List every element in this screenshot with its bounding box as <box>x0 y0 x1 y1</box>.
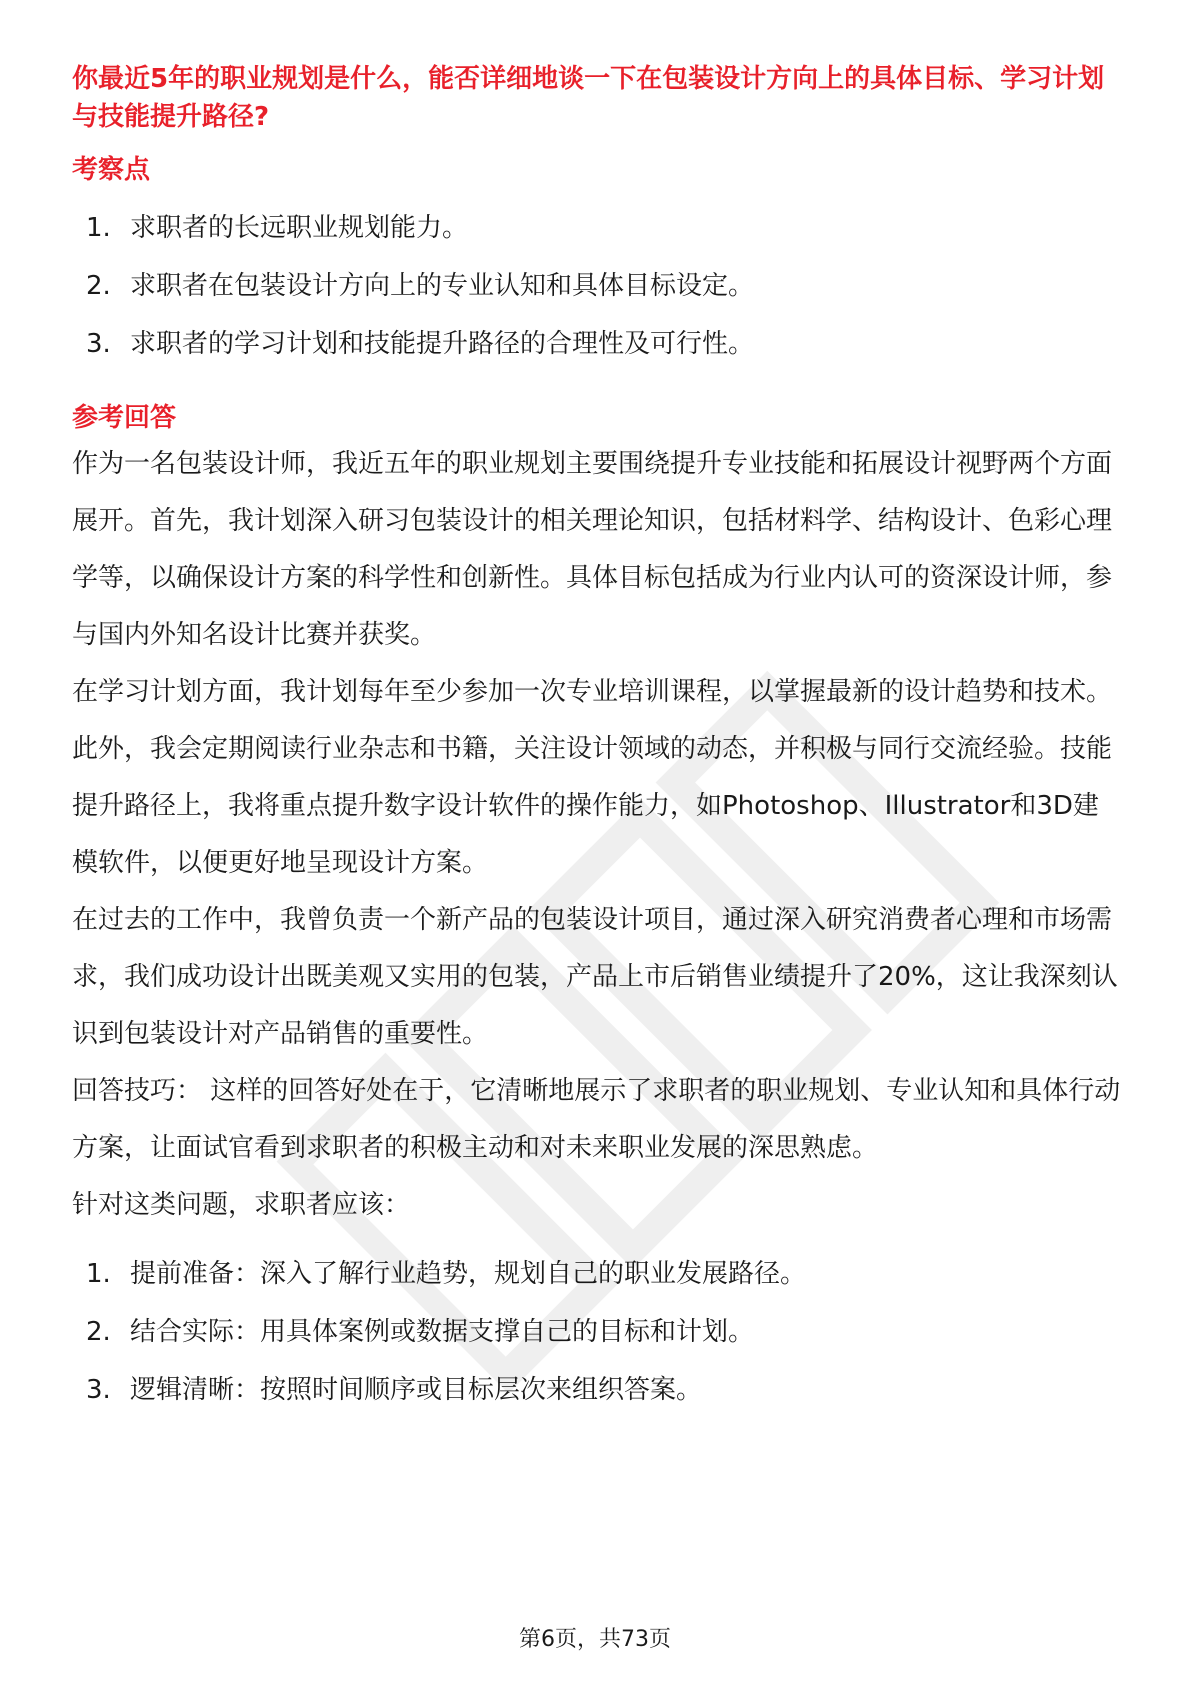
document-page <box>72 60 1122 1408</box>
answer-tips-paragraph: 回答技巧： 这样的回答好处在于，它清晰地展示了求职者的职业规划、专业认知和具体行动方案，让面试官看到求职者的积极主动和对未来职业发展的深思熟虑。 <box>72 1076 1121 1163</box>
list-number: 1. <box>86 1259 111 1289</box>
list-item-text: 求职者在包装设计方向上的专业认知和具体目标设定。 <box>130 271 755 301</box>
list-item <box>72 1372 1122 1408</box>
list-item <box>72 1256 1122 1292</box>
section-heading-cankao: 参考回答 <box>72 403 177 433</box>
tips-list <box>72 1256 1122 1408</box>
section-heading-kaochadian: 考察点 <box>72 155 151 185</box>
list-item <box>72 1314 1122 1350</box>
question-title: 你最近5年的职业规划是什么，能否详细地谈一下在包装设计方向上的具体目标、学习计划与技能提升路径? <box>72 64 1105 132</box>
list-number: 3. <box>86 1375 111 1405</box>
list-item <box>72 268 1122 304</box>
list-item-text: 逻辑清晰：按照时间顺序或目标层次来组织答案。 <box>130 1375 703 1405</box>
list-item-text: 求职者的长远职业规划能力。 <box>130 213 469 243</box>
list-item <box>72 210 1122 246</box>
answer-advice-intro: 针对这类问题，求职者应该： <box>72 1190 411 1220</box>
answer-paragraph: 在过去的工作中，我曾负责一个新产品的包装设计项目，通过深入研究消费者心理和市场需求，我们成功设计出既美观又实用的包装，产品上市后销售业绩提升了20%，这让我深刻认识到包装设计对产品销售的重要性。 <box>72 905 1118 1049</box>
page-footer: 第6页，共73页 <box>519 1627 671 1652</box>
list-number: 2. <box>86 271 111 301</box>
list-item-text: 提前准备：深入了解行业趋势，规划自己的职业发展路径。 <box>130 1259 807 1289</box>
list-item <box>72 326 1122 362</box>
answer-paragraph: 在学习计划方面，我计划每年至少参加一次专业培训课程，以掌握最新的设计趋势和技术。此外，我会定期阅读行业杂志和书籍，关注设计领域的动态，并积极与同行交流经验。技能提升路径上，我将重点提升数字设计软件的操作能力，如Photoshop、Illustrator和3D建模软件，以便更好地呈现设计方案。 <box>72 677 1113 878</box>
list-item-text: 求职者的学习计划和技能提升路径的合理性及可行性。 <box>130 329 755 359</box>
answer-paragraph: 作为一名包装设计师，我近五年的职业规划主要围绕提升专业技能和拓展设计视野两个方面展开。首先，我计划深入研习包装设计的相关理论知识，包括材料学、结构设计、色彩心理学等，以确保设计方案的科学性和创新性。具体目标包括成为行业内认可的资深设计师，参与国内外知名设计比赛并获奖。 <box>72 449 1113 650</box>
kaochadian-list <box>72 210 1122 362</box>
list-number: 1. <box>86 213 111 243</box>
list-number: 3. <box>86 329 111 359</box>
list-number: 2. <box>86 1317 111 1347</box>
list-item-text: 结合实际：用具体案例或数据支撑自己的目标和计划。 <box>130 1317 755 1347</box>
